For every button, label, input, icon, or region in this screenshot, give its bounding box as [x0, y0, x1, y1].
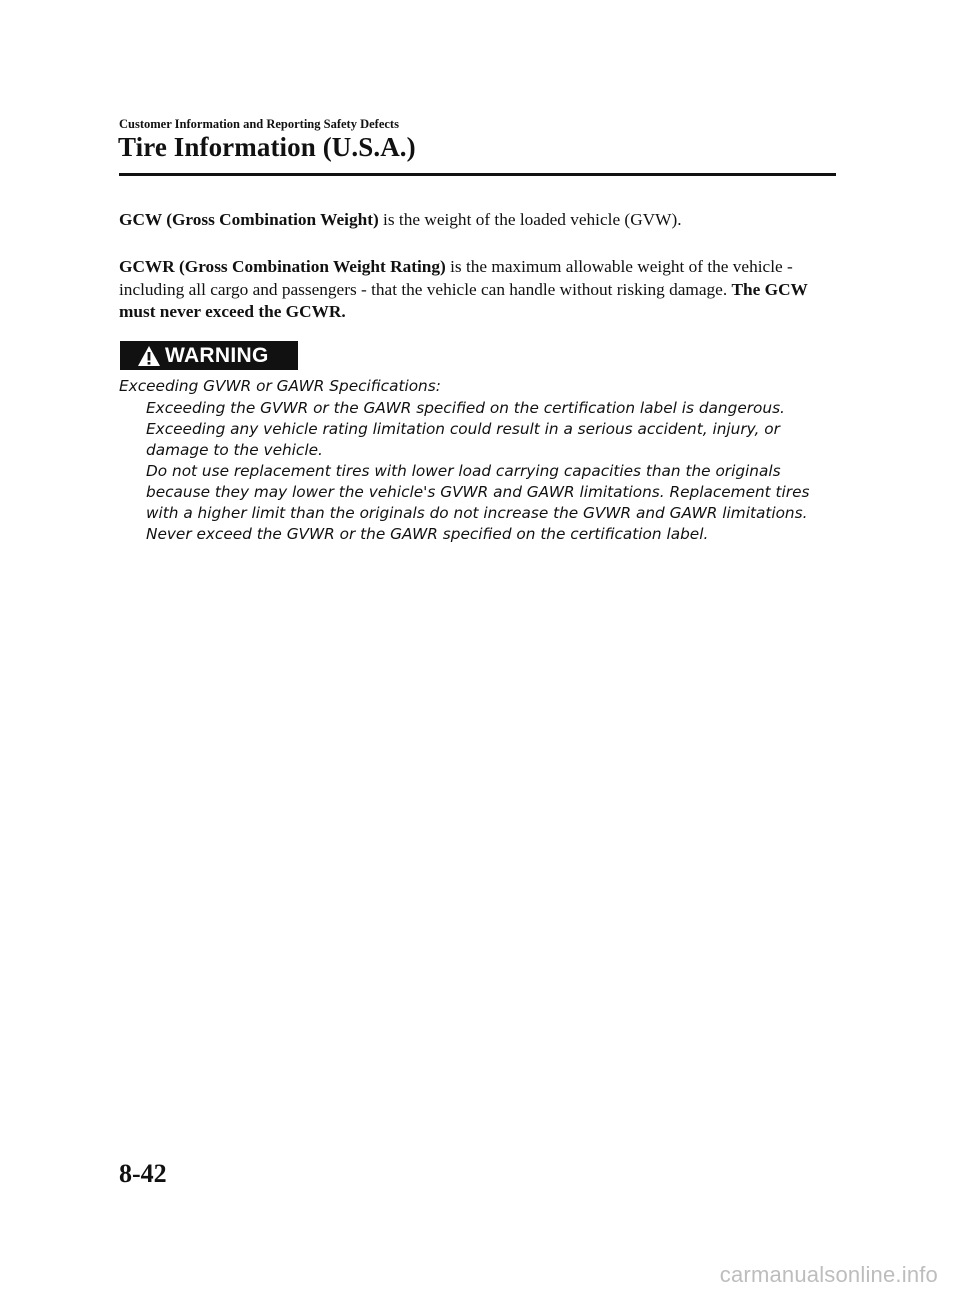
gcw-text: is the weight of the loaded vehicle (GVW). [378, 210, 682, 229]
gcwr-emphasis: The GCW must never exceed the GCWR. [119, 279, 808, 321]
warning-body [146, 398, 826, 545]
warning-label: WARNING [165, 343, 269, 367]
warning-line-never-exceed: Never exceed the GVWR or the GAWR specified on the certification label. [146, 525, 709, 543]
gcwr-text: is the maximum allowable weight of the vehicle - including all cargo and passengers - that the vehicle can handle without risking damage. [119, 257, 793, 299]
gcwr-term: GCWR (Gross Combination Weight Rating) [119, 257, 446, 276]
warning-badge [120, 341, 298, 370]
page-number: 8-42 [119, 1159, 167, 1188]
warning-heading: Exceeding GVWR or GAWR Specifications: [119, 377, 441, 395]
page-title: Tire Information (U.S.A.) [118, 132, 416, 162]
warning-triangle-icon [137, 345, 161, 367]
warning-line-replacement-tires: Do not use replacement tires with lower load carrying capacities than the originals because they may lower the vehicle's GVWR and GAWR limitations. Replacement tires with a higher limit than the originals do not increase the GVWR and GAWR limitations. [146, 462, 810, 522]
title-divider [119, 173, 836, 176]
watermark: carmanualsonline.info [719, 1262, 938, 1287]
warning-line-danger: Exceeding the GVWR or the GAWR specified on the certification label is dangerous. Exceeding any vehicle rating limitation could result in a serious accident, injury, or damage to the vehicle. [146, 399, 785, 459]
gcw-definition [119, 209, 819, 232]
gcw-term: GCW (Gross Combination Weight) [119, 210, 379, 229]
section-label: Customer Information and Reporting Safety Defects [119, 117, 399, 131]
gcwr-definition [119, 256, 819, 324]
